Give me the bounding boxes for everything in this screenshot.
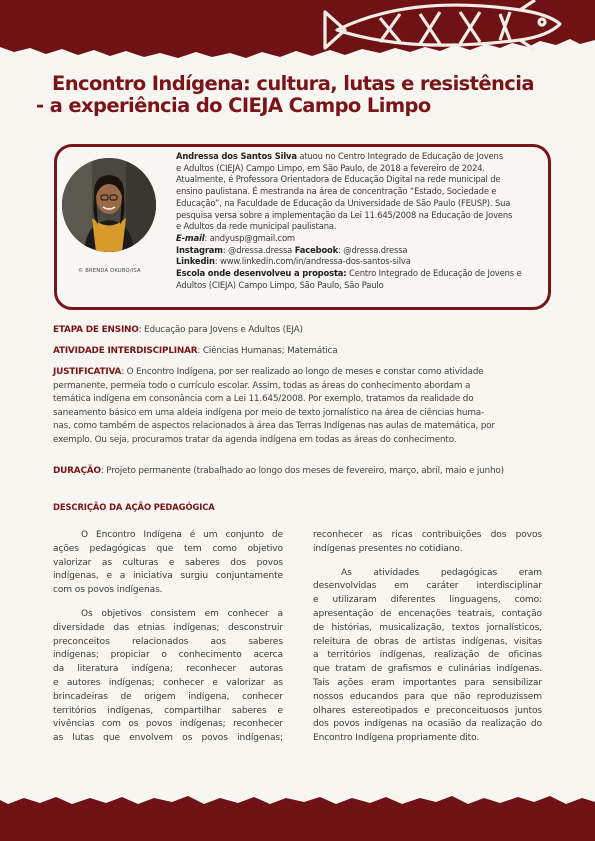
section-title: DESCRIÇÃO DA AÇÃO PEDAGÓGICA xyxy=(53,502,215,512)
author-bio: Andressa dos Santos Silva atuou no Centro Integrado de Educação de Jovens e Adultos (CIEJA) Campo Limpo, em São Paulo, de 2018 a fevereiro de 2024. Atualmente, é Professora Orientadora de Educação Digital na rede municipal de ensino paulistana. É mestranda na área de concentração “Estado, Sociedade e Educação”, na Faculdade de Educação da Universidade de São Paulo (FEUSP). Sua pesquisa versa sobre a implementação da Lei 11.645/2008 na Educação de Jovens e Adultos da rede municipal paulistana. E-mail: andyusp@gmail.com Instagram: @dressa.dressa Facebook: @dressa.dressa Linkedin: www.linkedin.com/in/andressa-dos-santos-silva Escola onde desenvolveu a proposta: Centro Integrado de Educação de Jovens e Adultos (CIEJA) Campo Limpo, São Paulo, São Paulo xyxy=(176,151,546,291)
linkedin-link[interactable]: : www.linkedin.com/in/andressa-dos-santos-silva xyxy=(214,256,411,267)
left-column: O Encontro Indígena é um conjunto de ações pedagógicas que tem como objetivo valorizar as culturas e saberes dos povos indígenas, e a iniciativa surgiu conjuntamente com os povos indígenas. Os objetivos consistem em conhecer a diversidade das etnias indígenas; desconstruir preconceitos relacionados aos saberes indígenas; propiciar o conhecimento acerca da literatura indígena; reconhecer autoras e autores indígenas; conhecer e valorizar as brincadeiras de origem indígena, conhecer territórios indígenas, compartilhar saberes e vivências com os povos indígenas; reconhecer as lutas que envolvem os povos indígenas; xyxy=(53,530,283,744)
linkedin-line: Linkedin: www.linkedin.com/in/andressa-dos-santos-silva xyxy=(176,256,411,267)
etapa-field: ETAPA DE ENSINO: Educação para Jovens e Adultos (EJA) xyxy=(53,325,303,335)
photo-credit: © BRENDA OKUBO/ISA xyxy=(78,268,141,274)
right-column: reconhecer as ricas contribuições dos povos indígenas presentes no cotidiano. As atividades pedagógicas eram desenvolvidas em caráter interdisciplinar e utilizaram diferentes linguagens, como: apresentação de encenações teatrais, contação de histórias, musicalização, textos jornalísticos, releitura de obras de artistas indígenas, visitas a territórios indígenas, realização de oficinas que tratam de grafismos e culinárias indígenas. Tais ações eram importantes para sensibilizar nossos educandos para que não reproduzissem olhares estereotipados e preconceituosos juntos dos povos indígenas na ocasião da realização do Encontro Indígena propriamente dito. xyxy=(313,530,542,744)
justificativa-field: JUSTIFICATIVA: O Encontro Indígena, por ser realizado ao longo de meses e constar como atividade permanente, permeia todo o currículo escolar. Assim, todas as áreas do conhecimento abordam a temática indígena em consonância com a Lei 11.645/2008. Por exemplo, tratamos da realidade do saneamento básico em uma aldeia indígena por meio de texto jornalístico na área de ciências huma- nas, como também de aspectos relacionados à área das Terras Indígenas nas aulas de matemática, por exemplo. Ou seja, procuramos tratar da agenda indígena em todas as áreas do conhecimento. xyxy=(53,367,495,445)
page-title xyxy=(36,73,556,117)
email-line: E-mail: andyusp@gmail.com xyxy=(176,232,295,243)
social-line: Instagram: @dressa.dressa Facebook: @dressa.dressa xyxy=(176,244,408,255)
instagram-handle[interactable]: : @dressa.dressa xyxy=(222,244,295,255)
author-name: Andressa dos Santos Silva xyxy=(176,151,297,161)
title-line-2: - a experiência do CIEJA Campo Limpo xyxy=(36,94,431,117)
bottom-decorative-band xyxy=(0,788,595,841)
facebook-handle[interactable]: : @dressa.dressa xyxy=(338,244,408,255)
title-line-1: Encontro Indígena: cultura, lutas e resistência xyxy=(52,72,534,95)
school-line: Escola onde desenvolveu a proposta: Centro Integrado de Educação de Jovens e xyxy=(176,268,522,279)
atividade-field: ATIVIDADE INTERDISCIPLINAR: Ciências Humanas; Matemática xyxy=(53,346,338,356)
author-photo xyxy=(62,158,156,252)
top-decorative-band xyxy=(0,0,595,62)
duracao-field: DURAÇÃO: Projeto permanente (trabalhado ao longo dos meses de fevereiro, março, abril, maio e junho) xyxy=(53,466,504,476)
email-link[interactable]: : andyusp@gmail.com xyxy=(204,232,295,243)
